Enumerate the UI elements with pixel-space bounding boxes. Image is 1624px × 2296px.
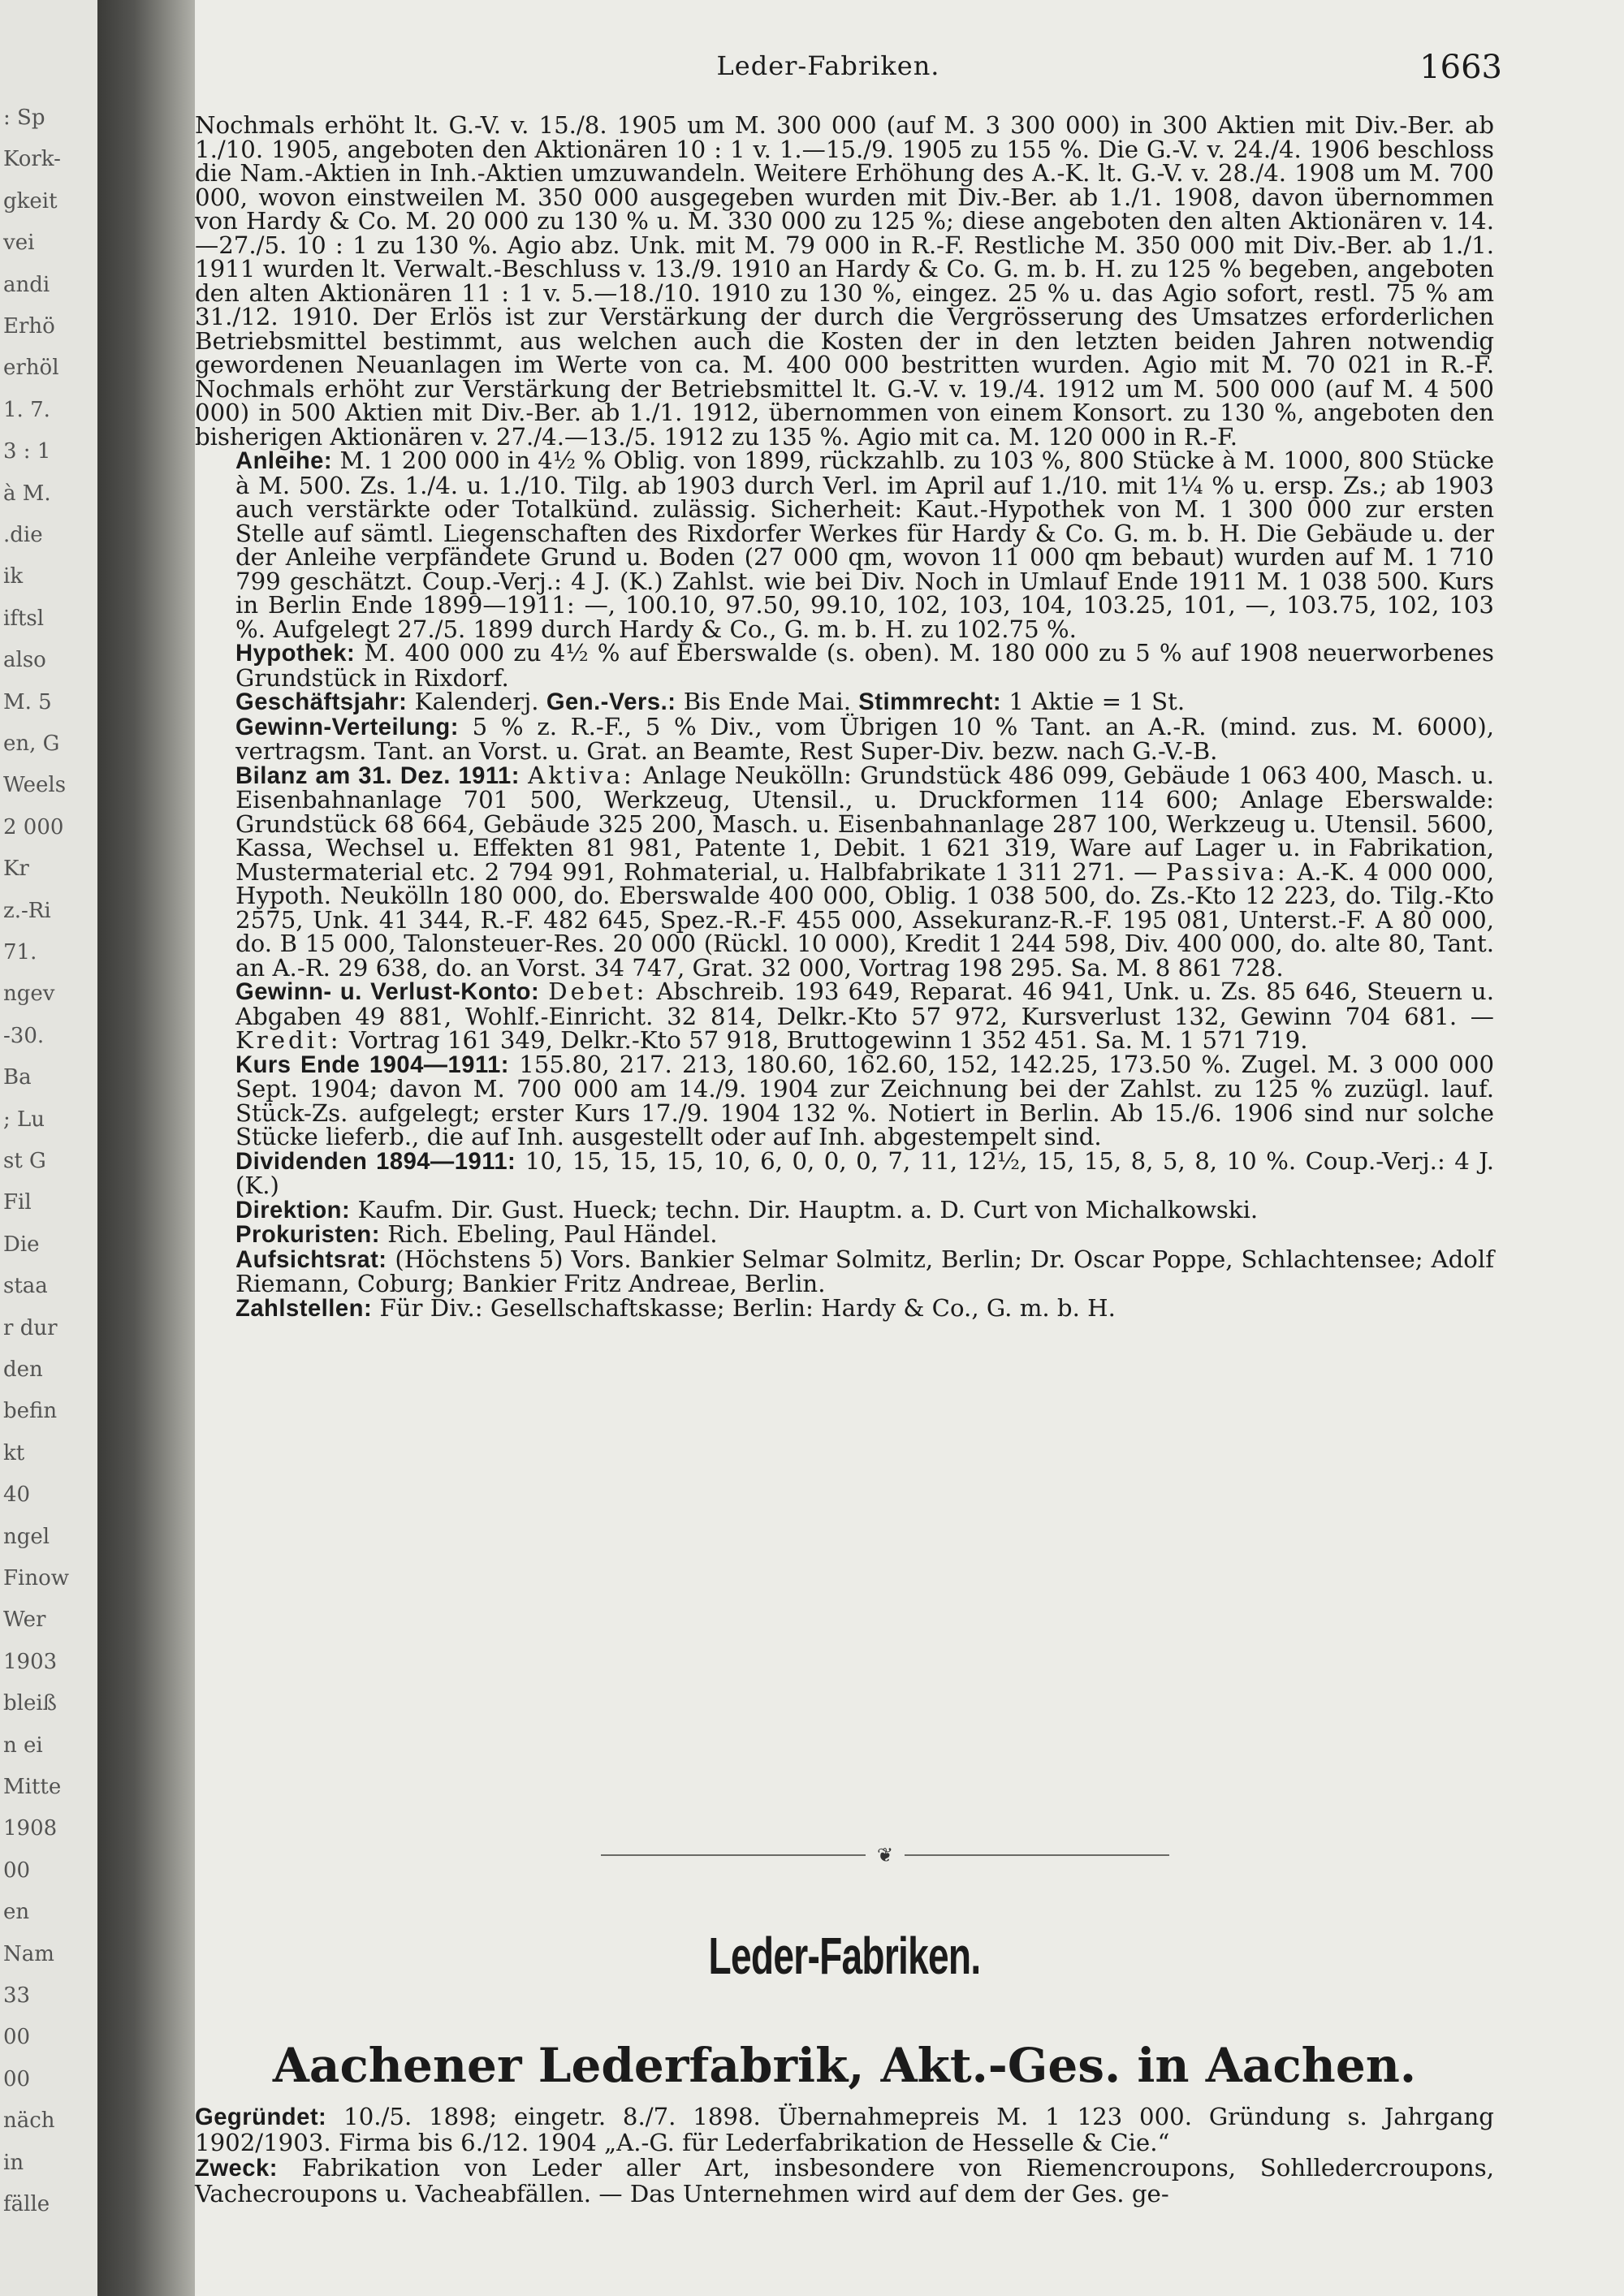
entry-text: Rich. Ebeling, Paul Händel. — [387, 1220, 718, 1248]
entry-text: (Höchstens 5) Vors. Bankier Selmar Solmitz, Berlin; Dr. Oscar Poppe, Schlachtensee; Adolf Riemann, Coburg; Bankier Fritz Andreae, Berlin. — [235, 1245, 1494, 1297]
margin-fragment: ngev — [3, 982, 55, 1007]
margin-fragment: M. 5 — [3, 689, 52, 714]
margin-fragment: 1903 — [3, 1649, 58, 1674]
entry-text: M. 400 000 zu 4½ % auf Eberswalde (s. oben). M. 180 000 zu 5 % auf 1908 neuerworbenes Grundstück in Rixdorf. — [235, 639, 1494, 692]
margin-fragment: 00 — [3, 2066, 31, 2091]
entry-text: Vortrag 161 349, Delkr.-Kto 57 918, Bruttogewinn 1 352 451. Sa. M. 1 571 719. — [348, 1026, 1308, 1054]
margin-fragment: st G — [3, 1149, 46, 1173]
entry-label: Gen.-Vers.: — [546, 689, 676, 715]
margin-fragment: Kr — [3, 857, 29, 882]
margin-fragment: à M. — [3, 481, 51, 506]
margin-fragment: iftsl — [3, 606, 45, 631]
entry-zahlstellen — [195, 1293, 1494, 1322]
margin-fragment: 40 — [3, 1482, 31, 1508]
margin-fragment: Fil — [3, 1190, 32, 1215]
margin-fragment: gkeit — [3, 188, 58, 214]
margin-fragment: Weels — [3, 773, 67, 798]
margin-fragment: Nam — [3, 1941, 54, 1966]
entry-text: Kaufm. Dir. Gust. Hueck; techn. Dir. Hauptm. a. D. Curt von Michalkowski. — [357, 1195, 1259, 1224]
margin-fragment: Ba — [3, 1065, 32, 1090]
margin-fragment: ; Lu — [3, 1107, 45, 1132]
passiva-label: Passiva: — [1166, 857, 1289, 886]
section-title: Leder-Fabriken. — [708, 1927, 981, 1985]
company-title: Aachener Lederfabrik, Akt.-Ges. in Aachen. — [272, 2038, 1417, 2093]
entry-bilanz — [195, 761, 1495, 982]
entry-label: Zahlstellen: — [235, 1295, 373, 1322]
entry-label: Zweck: — [195, 2156, 278, 2182]
margin-fragment: 00 — [3, 1858, 31, 1883]
running-head: Leder-Fabriken. — [716, 50, 940, 81]
entry-text: 1 Aktie = 1 St. — [1009, 688, 1186, 715]
entry-text: Fabrikation von Leder aller Art, insbesondere von Riemencroupons, Sohlledercroupons, Vachecroupons u. Vacheabfällen. — Das Unternehmen wird auf dem der Ges. ge- — [195, 2154, 1494, 2208]
margin-fragment: 33 — [3, 1983, 31, 2008]
margin-fragment: 1908 — [3, 1816, 58, 1841]
ornament-icon: ❦ — [876, 1844, 894, 1867]
margin-fragment: z.-Ri — [3, 898, 51, 923]
aktiva-label: Aktiva: — [528, 761, 635, 789]
entry-label: Dividenden 1894—1911: — [235, 1148, 516, 1175]
entry-gegruendet — [195, 2104, 1494, 2156]
margin-fragment: kt — [3, 1440, 25, 1465]
margin-fragment: andi — [3, 272, 50, 297]
margin-fragment: bleiß — [3, 1691, 58, 1716]
entry-gewinn-verlust — [195, 980, 1494, 1053]
margin-fragment: 00 — [3, 2025, 31, 2050]
margin-fragment: Mitte — [3, 1775, 62, 1799]
entry-label: Stimmrecht: — [858, 689, 1002, 715]
page — [195, 0, 1624, 2296]
margin-fragment: in — [3, 2150, 24, 2175]
margin-fragment: Erhö — [3, 314, 55, 339]
entry-zweck — [195, 2156, 1494, 2207]
margin-fragment: 3 : 1 — [3, 439, 51, 464]
margin-fragment: n ei — [3, 1733, 43, 1758]
entry-dividenden — [195, 1146, 1495, 1199]
margin-fragment: 2 000 — [3, 814, 64, 839]
entry-text: 10, 15, 15, 15, 10, 6, 0, 0, 0, 7, 11, 12½, 15, 15, 8, 5, 8, 10 %. Coup.-Verj.: 4 J. (K.) — [235, 1146, 1495, 1199]
entry-label: Hypothek: — [235, 641, 356, 667]
entry-label: Prokuristen: — [235, 1222, 380, 1248]
entry-gewinn-verteilung — [195, 712, 1494, 765]
margin-fragment: Kork- — [3, 147, 61, 172]
entry-label: Geschäftsjahr: — [235, 689, 408, 715]
entry-aufsichtsrat — [195, 1245, 1494, 1297]
margin-fragment: näch — [3, 2108, 55, 2134]
company-record-aachen — [195, 2104, 1494, 2207]
margin-fragment: r dur — [3, 1315, 58, 1340]
entry-text: Bis Ende Mai. — [683, 688, 851, 715]
margin-fragment: also — [3, 648, 46, 673]
margin-fragment: Finow — [3, 1566, 70, 1590]
entry-label: Bilanz am 31. Dez. 1911: — [235, 762, 520, 789]
margin-fragment: en, G — [3, 732, 60, 756]
entry-direktion — [195, 1195, 1494, 1224]
entry-geschaeftsjahr — [195, 690, 1494, 715]
margin-fragment: : Sp — [3, 106, 45, 130]
margin-fragment: ngel — [3, 1524, 50, 1549]
margin-fragment: den — [3, 1357, 43, 1382]
entry-label: Aufsichtsrat: — [235, 1246, 387, 1273]
entry-text: Kalenderj. — [414, 688, 539, 715]
entry-label: Kurs Ende 1904—1911: — [235, 1051, 510, 1078]
divider-line — [601, 1854, 866, 1856]
margin-fragment: 71. — [3, 940, 37, 965]
margin-fragment: erhöl — [3, 356, 59, 381]
margin-fragment: befin — [3, 1399, 58, 1424]
margin-fragment: Die — [3, 1232, 40, 1257]
margin-fragment: en — [3, 1900, 30, 1925]
divider-line — [905, 1854, 1169, 1856]
debet-label: Debet: — [548, 978, 648, 1005]
page-number: 1663 — [1419, 49, 1502, 86]
margin-fragment: .die — [3, 523, 43, 547]
company-record — [195, 111, 1495, 1322]
entry-text: Anlage Neukölln: Grundstück 486 099, Gebäude 1 063 400, Masch. u. Eisenbahnanlage 701 500, Werkzeug, Utensil., u. Druckformen 114 600; Anlage Eberswalde: Grundstück 68 664, Gebäude 325 200, Masch. u. Eisenbahnanlage 287 100, Werkzeug u. Utensil. 5600, Kassa, Wechsel u. Effekten 81 981, Patente 1, Debit. 1 621 319, Ware auf Lager u. in Fabrikation, Mustermaterial etc. 2 794 991, Rohmaterial, u. Halbfabrikate 1 311 271. — — [235, 761, 1495, 886]
entry-kurs — [195, 1050, 1495, 1150]
margin-fragment: vei — [3, 231, 35, 256]
entry-text: A.-K. 4 000 000, Hypoth. Neukölln 180 000, do. Eberswalde 400 000, Oblig. 1 038 500, do. Zs.-Kto 12 223, do. Tilg.-Kto 2575, Unk. 41 344, R.-F. 482 645, Spez.-R.-F. 455 000, Assekuranz-R.-F. 195 081, Unterst.-F. A 80 000, do. B 15 000, Talonsteuer-Res. 20 000 (Rückl. 10 000), Kredit 1 244 598, Div. 400 000, do. alte 80, Tant. an A.-R. 29 638, do. an Vorst. 34 747, Grat. 32 000, Vortrag 198 295. Sa. M. 8 861 728. — [235, 857, 1495, 982]
section-divider — [601, 1844, 1169, 1867]
entry-text: Abschreib. 193 649, Reparat. 46 941, Unk. u. Zs. 85 646, Steuern u. Abgaben 49 881, Wohlf.-Einricht. 32 814, Delkr.-Kto 57 972, Kursverlust 132, Gewinn 704 681. — — [235, 978, 1494, 1030]
entry-label: Gewinn-Verteilung: — [235, 714, 459, 740]
margin-fragment: Wer — [3, 1608, 46, 1633]
margin-fragment: 1. 7. — [3, 397, 50, 422]
entry-label: Gewinn- u. Verlust-Konto: — [235, 979, 540, 1005]
capital-history-paragraph: Nochmals erhöht lt. G.-V. v. 15./8. 1905 um M. 300 000 (auf M. 3 300 000) in 300 Aktien mit Div.-Ber. ab 1./10. 1905, angeboten den Aktionären 10 : 1 v. 1.—15./9. 1905 zu 155 %. Die G.-V. v. 24./4. 1906 beschloss die Nam.-Aktien in Inh.-Aktien umzuwandeln. Weitere Erhöhung des A.-K. lt. G.-V. v. 28./4. 1908 um M. 700 000, wovon einstweilen M. 350 000 ausgegeben wurden mit Div.-Ber. ab 1./1. 1908, davon übernommen von Hardy & Co. M. 20 000 zu 130 % u. M. 330 000 zu 125 %; diese angeboten den alten Aktionären v. 14.—27./5. 10 : 1 zu 130 %. Agio abz. Unk. mit M. 79 000 in R.-F. Restliche M. 350 000 mit Div.-Ber. ab 1./1. 1911 wurden lt. Verwalt.-Beschluss v. 13./9. 1910 an Hardy & Co. G. m. b. H. zu 125 % begeben, angeboten den alten Aktionären 11 : 1 v. 5.—18./10. 1910 zu 130 %, eingez. 25 % u. das Agio sofort, restl. 75 % am 31./12. 1910. Der Erlös ist zur Verstärkung der durch die Vergrösserung des Umsatzes erforderlichen Betriebsmittel bestimmt, aus welchen auch die Kosten der in den letzten beiden Jahren notwendig gewordenen Neuanlagen im Werte von ca. M. 400 000 bestritten wurden. Agio mit M. 70 021 in R.-F. Nochmals erhöht zur Verstärkung der Betriebsmittel lt. G.-V. v. 19./4. 1912 um M. 500 000 (auf M. 4 500 000) in 500 Aktien mit Div.-Ber. ab 1./1. 1912, übernommen von einem Konsort. zu 130 %, angeboten den bisherigen Aktionären v. 27./4.—13./5. 1912 zu 135 %. Agio mit ca. M. 120 000 in R.-F. — [195, 111, 1494, 451]
margin-fragment: ik — [3, 564, 24, 589]
entry-text: 5 % z. R.-F., 5 % Div., vom Übrigen 10 % Tant. an A.-R. (mind. zus. M. 6000), vertragsm. Tant. an Vorst. u. Grat. an Beamte, Rest Super-Div. bezw. nach G.-V.-B. — [235, 712, 1494, 765]
entry-label: Direktion: — [235, 1197, 351, 1224]
margin-fragment: fälle — [3, 2192, 50, 2216]
book-gutter — [97, 0, 203, 2296]
entry-label: Gegründet: — [195, 2104, 327, 2130]
entry-label: Anleihe: — [235, 448, 333, 474]
entry-text: 155.80, 217. 213, 180.60, 162.60, 152, 142.25, 173.50 %. Zugel. M. 3 000 000 Sept. 1904; davon M. 700 000 am 14./9. 1904 zur Zeichnung bei der Zahlst. zu 125 % zuzügl. lauf. Stück-Zs. aufgelegt; erster Kurs 17./9. 1904 132 %. Notiert in Berlin. Ab 15./6. 1906 sind nur solche Stücke lieferb., die auf Inh. ausgestellt oder auf Inh. abgestempelt sind. — [235, 1050, 1495, 1150]
entry-hypothek — [195, 641, 1494, 690]
entry-text: M. 1 200 000 in 4½ % Oblig. von 1899, rückzahlb. zu 103 %, 800 Stücke à M. 1000, 800 Stücke à M. 500. Zs. 1./4. u. 1./10. Tilg. ab 1903 durch Verl. im April auf 1./10. mit 1¼ % u. ersp. Zs.; ab 1903 auch verstärkte oder Totalkünd. zulässig. Sicherheit: Kaut.-Hypothek von M. 1 300 000 zur ersten Stelle auf sämtl. Liegenschaften des Rixdorfer Werkes für Hardy & Co. G. m. b. H. Die Gebäude u. der der Anleihe verpfändete Grund u. Boden (27 000 qm, wovon 11 000 qm bebaut) wurden auf M. 1 710 799 geschätzt. Coup.-Verj.: 4 J. (K.) Zahlst. wie bei Div. Noch in Umlauf Ende 1911 M. 1 038 500. Kurs in Berlin Ende 1899—1911: —, 100.10, 97.50, 99.10, 102, 103, 104, 103.25, 101, —, 103.75, 102, 103 %. Aufgelegt 27./5. 1899 durch Hardy & Co., G. m. b. H. zu 102.75 %. — [235, 447, 1494, 643]
entry-text: Für Div.: Gesellschaftskasse; Berlin: Hardy & Co., G. m. b. H. — [379, 1293, 1116, 1322]
entry-prokuristen — [195, 1220, 1494, 1248]
entry-text: 10./5. 1898; eingetr. 8./7. 1898. Übernahmepreis M. 1 123 000. Gründung s. Jahrgang 1902/1903. Firma bis 6./12. 1904 „A.-G. für Lederfabrikation de Hesselle & Cie.“ — [195, 2103, 1494, 2156]
kredit-label: Kredit: — [235, 1026, 342, 1054]
margin-fragment: staa — [3, 1274, 48, 1299]
margin-fragment: -30. — [3, 1023, 45, 1048]
entry-anleihe — [195, 449, 1494, 641]
